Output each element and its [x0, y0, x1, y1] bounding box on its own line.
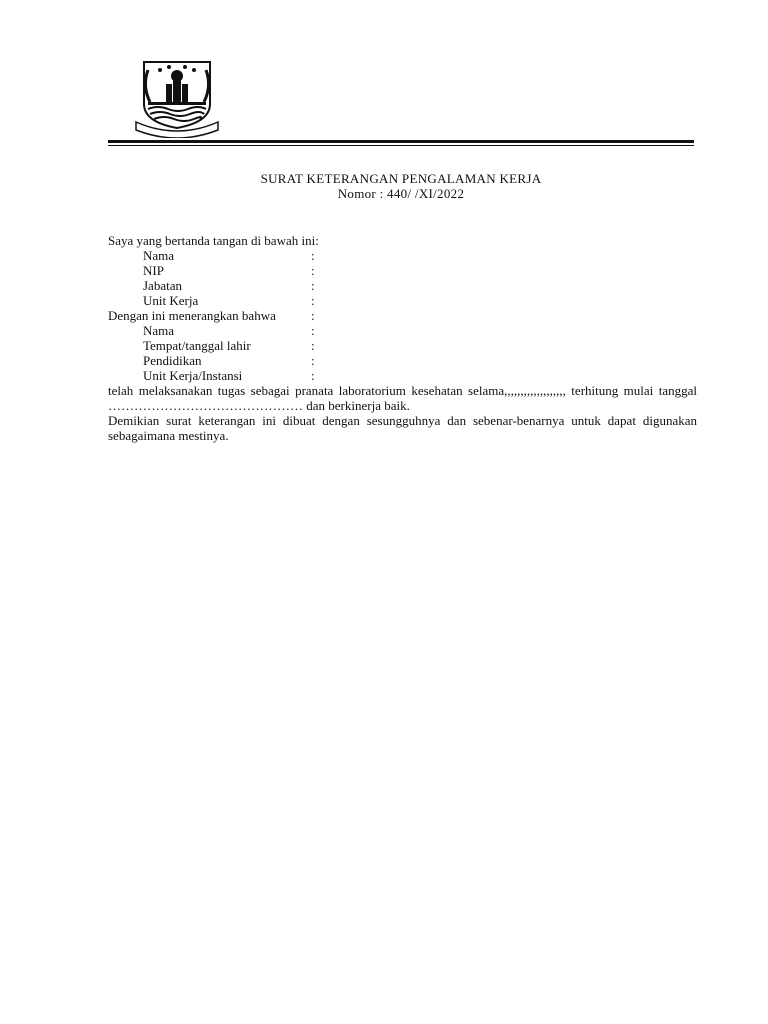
subject-field-label: Nama [143, 323, 175, 338]
field-colon: : [311, 323, 315, 338]
field-colon: : [311, 278, 315, 293]
closing-paragraph: Demikian surat keterangan ini dibuat dengan sesungguhnya dan sebenar-benarnya untuk dapat digunakan sebagaimana mestinya. [108, 413, 697, 443]
field-colon: : [311, 263, 315, 278]
signer-field-label: Jabatan [143, 278, 182, 293]
subject-field-label: Unit Kerja/Instansi [143, 368, 243, 383]
signer-field-label: NIP [143, 263, 164, 278]
field-colon: : [311, 293, 315, 308]
signer-field-label: Unit Kerja [143, 293, 199, 308]
field-colon: : [311, 248, 315, 263]
signer-field-label: Nama [143, 248, 175, 263]
field-colon: : [311, 353, 315, 368]
intro-text: Saya yang bertanda tangan di bawah ini: [108, 233, 319, 248]
field-colon: : [311, 308, 315, 323]
subject-field-label: Tempat/tanggal lahir [143, 338, 251, 353]
document-title: SURAT KETERANGAN PENGALAMAN KERJA [260, 171, 542, 186]
statement-text: Dengan ini menerangkan bahwa [108, 308, 276, 323]
letterhead-rule-thin [108, 145, 694, 146]
regency-emblem-icon [134, 56, 220, 138]
field-colon: : [311, 338, 315, 353]
service-paragraph: telah melaksanakan tugas sebagai pranata laboratorium kesehatan selama,,,,,,,,,,,,,,,,,,, terhitung mulai tanggal ……………………………………… dan berkinerja baik. [108, 383, 697, 413]
document-number: Nomor : 440/ /XI/2022 [337, 186, 465, 201]
letterhead-rule-thick [108, 140, 694, 143]
field-colon: : [311, 368, 315, 383]
subject-field-label: Pendidikan [143, 353, 202, 368]
